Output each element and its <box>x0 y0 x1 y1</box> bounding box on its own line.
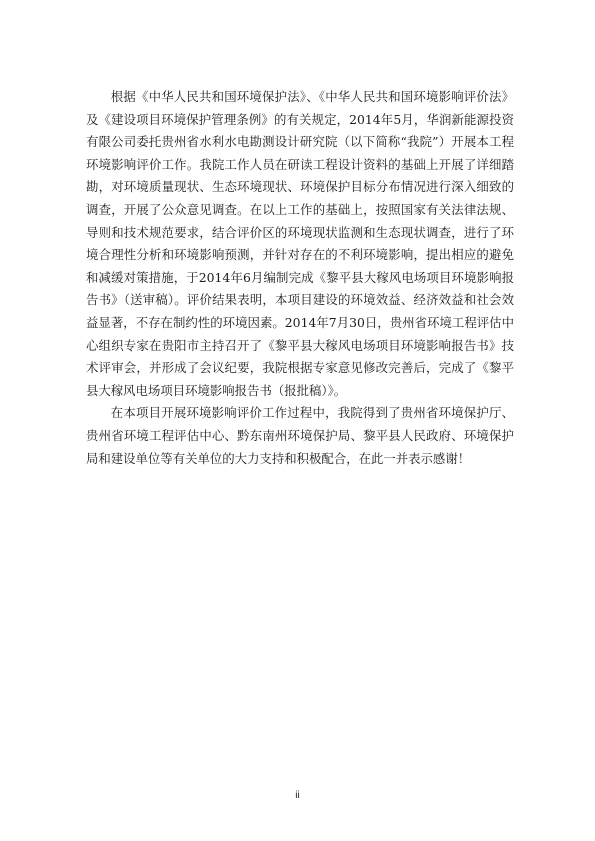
paragraph-acknowledgement-background: 根据《中华人民共和国环境保护法》、《中华人民共和国环境影响评价法》及《建设项目环境保护管理条例》的有关规定，2014年5月，华润新能源投资有限公司委托贵州省水利水电勘测设计研究院（以下简称“我院”）开展本工程环境影响评价工作。我院工作人员在研读工程设计资料的基础上开展了详细踏勘，对环境质量现状、生态环境现状、环境保护目标分布情况进行深入细致的调查，开展了公众意见调查。在以上工作的基础上，按照国家有关法律法规、导则和技术规范要求，结合评价区的环境现状监测和生态现状调查，进行了环境合理性分析和环境影响预测，并针对存在的不利环境影响，提出相应的避免和减缓对策措施，于2014年6月编制完成《黎平县大稼风电场项目环境影响报告书》（送审稿）。评价结果表明，本项目建设的环境效益、经济效益和社会效益显著，不存在制约性的环境因素。2014年7月30日，贵州省环境工程评估中心组织专家在贵阳市主持召开了《黎平县大稼风电场项目环境影响报告书》技术评审会，并形成了会议纪要，我院根据专家意见修改完善后，完成了《黎平县大稼风电场项目环境影响报告书（报批稿）》。 <box>86 89 514 398</box>
page-number: ii <box>295 790 300 801</box>
paragraph-thanks: 在本项目开展环境影响评价工作过程中，我院得到了贵州省环境保护厅、贵州省环境工程评估中心、黔东南州环境保护局、黎平县人民政府、环境保护局和建设单位等有关单位的大力支持和积极配合，在此一并表示感谢！ <box>86 405 514 466</box>
body-text <box>86 86 514 470</box>
